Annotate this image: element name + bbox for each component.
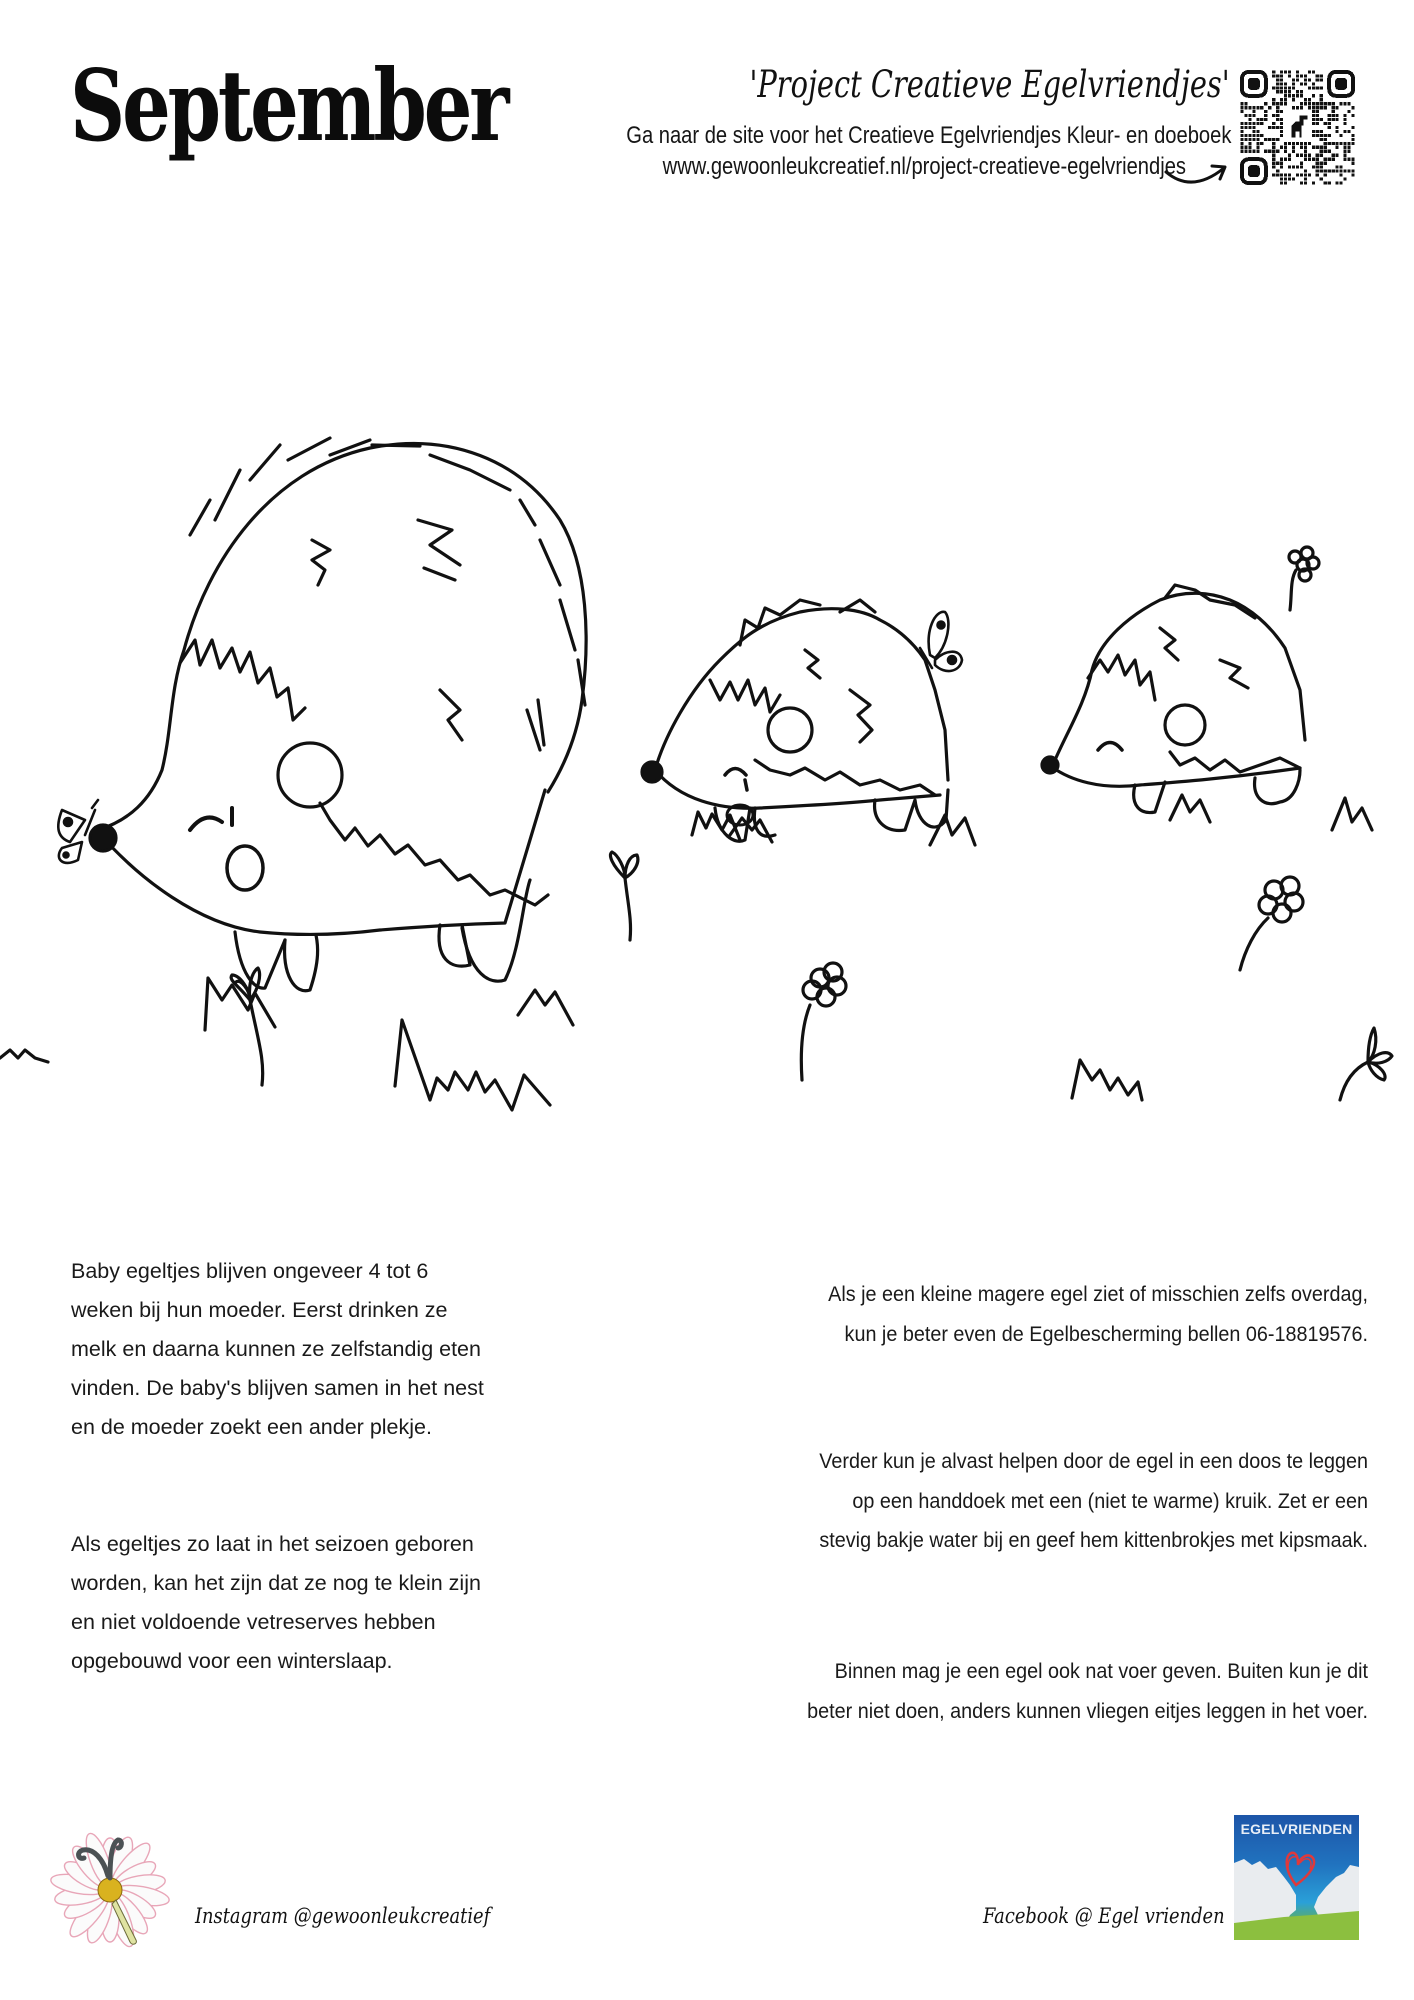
qr-code-icon[interactable] bbox=[1240, 70, 1355, 185]
text-line: beter niet doen, anders kunnen vliegen eitjes leggen in het voer. bbox=[807, 1698, 1368, 1723]
text-line: op een handdoek met een (niet te warme) kruik. Zet er een bbox=[852, 1488, 1368, 1513]
text-line: kun je beter even de Egelbescherming bellen 06-18819576. bbox=[844, 1321, 1368, 1346]
text-line: melk en daarna kunnen ze zelfstandig eten bbox=[71, 1337, 481, 1361]
hedgehog-illustration bbox=[0, 400, 1414, 1160]
curved-arrow-right-icon bbox=[1162, 160, 1232, 190]
facebook-page-link[interactable]: Facebook @ Egel vrienden bbox=[983, 1904, 1225, 1928]
left-text-column bbox=[71, 1252, 561, 1681]
text-line: Als je een kleine magere egel ziet of misschien zelfs overdag, bbox=[828, 1282, 1368, 1306]
paragraph-help-tips bbox=[706, 1442, 1368, 1561]
text-line: worden, kan het zijn dat ze nog te klein zijn bbox=[71, 1571, 481, 1595]
paragraph-baby-hedgehogs bbox=[71, 1252, 561, 1447]
paragraph-late-born bbox=[71, 1525, 561, 1681]
paragraph-feeding bbox=[706, 1652, 1368, 1731]
site-url-link[interactable]: www.gewoonleukcreatief.nl/project-creatieve-egelvriendjes bbox=[662, 153, 1186, 180]
text-line: stevig bakje water bij en geef hem kittenbrokjes met kipsmaak. bbox=[819, 1528, 1368, 1552]
large-hedgehog bbox=[58, 438, 586, 1030]
text-line: en niet voldoende vetreserves hebben bbox=[71, 1610, 436, 1634]
small-hedgehog-right bbox=[1042, 547, 1372, 830]
text-line: en de moeder zoekt een ander plekje. bbox=[71, 1415, 432, 1439]
paragraph-call-egelbescherming bbox=[706, 1275, 1368, 1354]
instagram-handle-link[interactable]: Instagram @gewoonleukcreatief bbox=[195, 1904, 491, 1928]
page-title: September bbox=[70, 49, 507, 164]
text-line: Baby egeltjes blijven ongeveer 4 tot 6 bbox=[71, 1259, 429, 1283]
text-line: weken bij hun moeder. Eerst drinken ze bbox=[71, 1298, 448, 1322]
small-hedgehog-middle bbox=[642, 600, 975, 845]
egelvrienden-logo-text: EGELVRIENDEN bbox=[1240, 1821, 1353, 1837]
daisy-butterfly-logo-icon bbox=[48, 1828, 178, 1953]
text-line: Binnen mag je een egel ook nat voer geven. Buiten kun je dit bbox=[834, 1659, 1368, 1683]
text-line: opgebouwd voor een winterslaap. bbox=[71, 1649, 393, 1673]
text-line: Als egeltjes zo laat in het seizoen geboren bbox=[71, 1532, 474, 1556]
text-line: Verder kun je alvast helpen door de egel in een doos te leggen bbox=[819, 1449, 1368, 1473]
hedgehogs-heart-icon bbox=[1234, 1815, 1359, 1940]
project-title: 'Project Creatieve Egelvriendjes' bbox=[749, 63, 1230, 106]
text-line: vinden. De baby's blijven samen in het nest bbox=[71, 1376, 484, 1400]
site-prompt: Ga naar de site voor het Creatieve Egelvriendjes Kleur- en doeboek bbox=[625, 122, 1231, 149]
egelvrienden-logo[interactable] bbox=[1234, 1815, 1359, 1940]
